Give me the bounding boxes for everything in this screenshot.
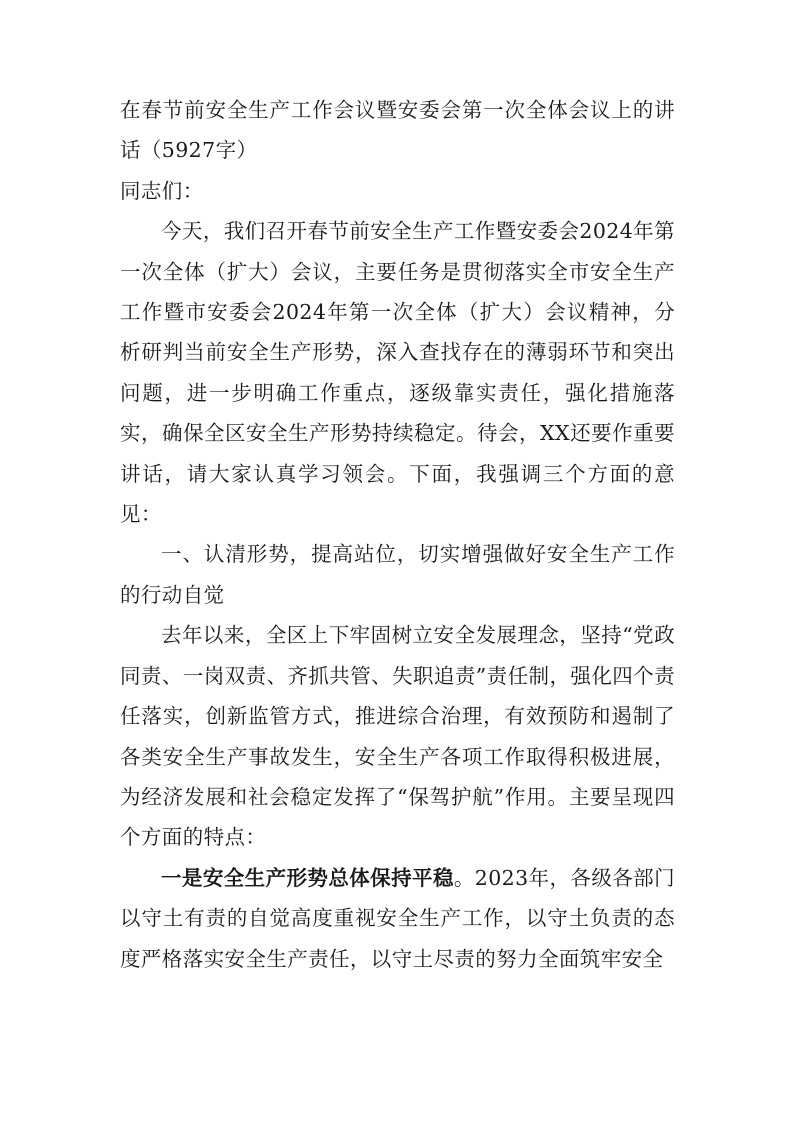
document-body [120,90,675,979]
document-title: 在春节前安全生产工作会议暨安委会第一次全体会议上的讲话（5927字） [120,98,675,163]
paragraph-intro: 今天，我们召开春节前安全生产工作暨安委会2024年第一次全体（扩大）会议，主要任务是贯彻落实全市安全生产工作暨市安委会2024年第一次全体（扩大）会议精神，分析研判当前安全生产形势，深入查找存在的薄弱环节和突出问题，进一步明确工作重点，逐级靠实责任，强化措施落实，确保全区安全生产形势持续稳定。待会，XX还要作重要讲话，请大家认真学习领会。下面，我强调三个方面的意见： [120,219,675,527]
paragraph-point-1 [120,858,675,979]
paragraph-achievements: 去年以来，全区上下牢固树立安全发展理念，坚持“党政同责、一岗双责、齐抓共管、失职追责”责任制，强化四个责任落实，创新监管方式，推进综合治理，有效预防和遏制了各类安全生产事故发生，安全生产各项工作取得积极进展，为经济发展和社会稳定发挥了“保驾护航”作用。主要呈现四个方面的特点： [120,623,675,850]
point-1-lead: 一是安全生产形势总体保持平稳 [161,865,454,890]
salutation: 同志们： [120,178,204,203]
point-1-body: 。2023年，各级各部门以守土有责的自觉高度重视安全生产工作，以守土负责的态度严格落实安全生产责任，以守土尽责的努力全面筑牢安全 [120,865,675,971]
section-heading-1: 一、认清形势，提高站位，切实增强做好安全生产工作的行动自觉 [120,542,675,607]
